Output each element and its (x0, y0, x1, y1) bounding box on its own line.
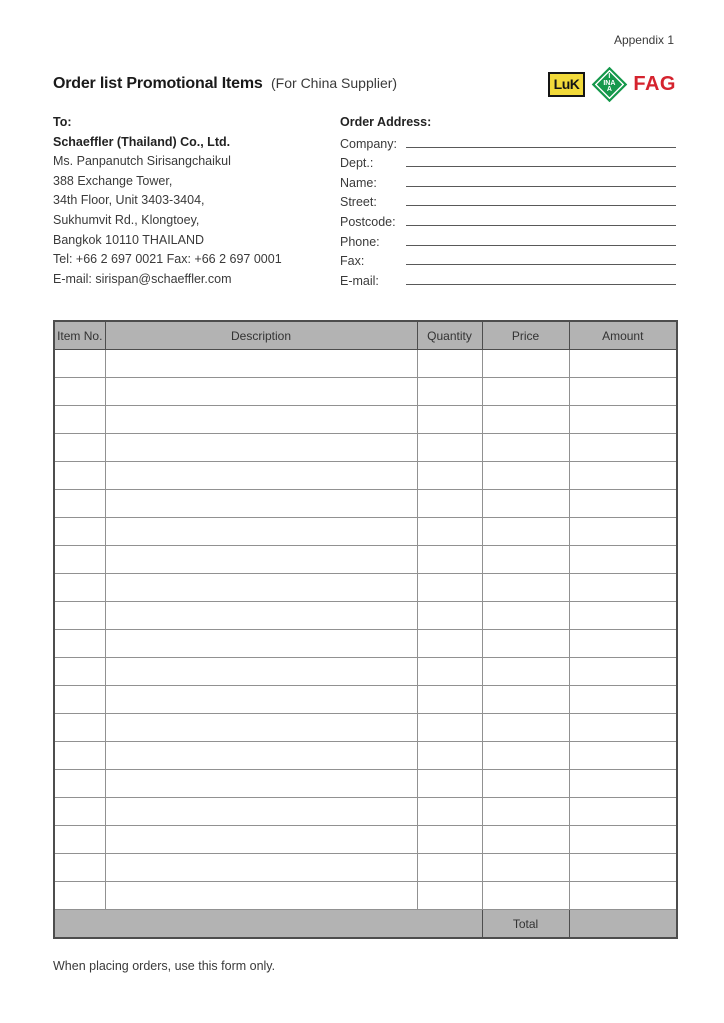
order-address-field-fax (340, 250, 676, 270)
ina-text-bottom: A (606, 86, 612, 94)
table-cell (482, 601, 569, 629)
table-cell (482, 433, 569, 461)
address-section (53, 113, 676, 289)
table-cell (105, 377, 417, 405)
table-row (54, 685, 677, 713)
table-cell (105, 405, 417, 433)
table-cell (105, 713, 417, 741)
table-cell (482, 769, 569, 797)
order-address-field-phone (340, 231, 676, 251)
table-cell (417, 405, 482, 433)
table-cell (482, 545, 569, 573)
table-cell (417, 461, 482, 489)
table-cell (54, 405, 105, 433)
order-address-field-company (340, 133, 676, 153)
table-cell (54, 489, 105, 517)
table-cell (482, 349, 569, 377)
table-cell (417, 853, 482, 881)
table-cell (482, 573, 569, 601)
order-address-field-email (340, 270, 676, 290)
table-cell (54, 685, 105, 713)
recipient-address-line: Sukhumvit Rd., Klongtoey, (53, 212, 200, 227)
table-cell (482, 881, 569, 909)
table-cell (54, 377, 105, 405)
table-cell (54, 881, 105, 909)
appendix-label: Appendix 1 (613, 33, 674, 47)
table-cell (482, 489, 569, 517)
table-row (54, 573, 677, 601)
page-subtitle: (For China Supplier) (271, 75, 398, 91)
email-field-label: E-mail: (340, 273, 379, 288)
table-cell (105, 629, 417, 657)
table-row (54, 825, 677, 853)
table-cell (105, 545, 417, 573)
table-cell (54, 433, 105, 461)
table-cell (569, 573, 677, 601)
table-row (54, 769, 677, 797)
table-cell (54, 657, 105, 685)
table-cell (482, 685, 569, 713)
table-cell (54, 601, 105, 629)
order-address-block (340, 113, 676, 289)
recipient-address-line: 34th Floor, Unit 3403-3404, (53, 193, 205, 208)
table-cell (569, 629, 677, 657)
table-row (54, 433, 677, 461)
column-header-item-no: Item No. (54, 321, 105, 349)
table-cell (417, 601, 482, 629)
phone-blank-line (406, 231, 676, 246)
email-blank-line (406, 270, 676, 285)
table-cell (417, 349, 482, 377)
title-row (53, 65, 676, 103)
order-address-field-name (340, 172, 676, 192)
brand-logos (548, 66, 676, 102)
table-cell (105, 685, 417, 713)
table-cell (417, 657, 482, 685)
table-cell (105, 517, 417, 545)
luk-logo: LuK (548, 72, 586, 97)
table-cell (54, 573, 105, 601)
name-blank-line (406, 172, 676, 187)
table-cell (417, 489, 482, 517)
ina-logo (591, 66, 627, 102)
table-cell (105, 797, 417, 825)
table-row (54, 405, 677, 433)
table-cell (417, 825, 482, 853)
table-cell (569, 657, 677, 685)
table-row (54, 881, 677, 909)
table-cell (569, 797, 677, 825)
table-cell (105, 853, 417, 881)
company-blank-line (406, 133, 676, 148)
table-cell (482, 853, 569, 881)
table-row (54, 545, 677, 573)
table-cell (569, 517, 677, 545)
table-cell (482, 657, 569, 685)
order-table-body (54, 349, 677, 909)
table-cell (105, 769, 417, 797)
table-cell (569, 489, 677, 517)
total-amount-cell (569, 909, 677, 938)
footer-note: When placing orders, use this form only. (53, 959, 276, 974)
table-cell (105, 349, 417, 377)
table-cell (54, 769, 105, 797)
table-row (54, 713, 677, 741)
column-header-quantity: Quantity (417, 321, 482, 349)
table-row (54, 349, 677, 377)
table-cell (417, 713, 482, 741)
order-address-field-street (340, 191, 676, 211)
page-title: Order list Promotional Items (53, 75, 263, 92)
table-cell (105, 741, 417, 769)
table-cell (105, 433, 417, 461)
order-address-heading: Order Address: (340, 115, 432, 129)
fax-field-label: Fax: (340, 254, 365, 269)
table-cell (54, 797, 105, 825)
table-row (54, 601, 677, 629)
table-cell (569, 461, 677, 489)
table-cell (417, 545, 482, 573)
table-row (54, 629, 677, 657)
total-row (54, 909, 677, 938)
table-cell (417, 573, 482, 601)
table-row (54, 797, 677, 825)
table-cell (569, 881, 677, 909)
table-cell (482, 629, 569, 657)
table-cell (105, 601, 417, 629)
ina-logo-text (591, 66, 627, 102)
table-cell (569, 741, 677, 769)
table-cell (54, 629, 105, 657)
ina-text-middle: INA (603, 79, 616, 87)
table-cell (569, 377, 677, 405)
table-cell (482, 377, 569, 405)
dept-field-label: Dept.: (340, 156, 374, 171)
postcode-field-label: Postcode: (340, 214, 396, 229)
table-header-row (54, 321, 677, 349)
postcode-blank-line (406, 211, 676, 226)
table-cell (569, 433, 677, 461)
table-cell (482, 797, 569, 825)
table-row (54, 489, 677, 517)
order-address-field-postcode (340, 211, 676, 231)
table-cell (482, 461, 569, 489)
table-cell (417, 741, 482, 769)
column-header-description: Description (105, 321, 417, 349)
table-cell (569, 545, 677, 573)
name-field-label: Name: (340, 175, 377, 190)
column-header-amount: Amount (569, 321, 677, 349)
ina-text-top: I (608, 73, 611, 81)
table-cell (569, 769, 677, 797)
table-cell (105, 461, 417, 489)
table-cell (482, 825, 569, 853)
street-blank-line (406, 191, 676, 206)
table-cell (105, 573, 417, 601)
phone-field-label: Phone: (340, 234, 380, 249)
order-address-field-dept (340, 152, 676, 172)
fag-logo: FAG (633, 73, 676, 95)
total-spacer-cell (54, 909, 482, 938)
table-cell (569, 405, 677, 433)
table-cell (569, 685, 677, 713)
order-items-table (53, 320, 678, 939)
table-cell (569, 825, 677, 853)
table-cell (54, 825, 105, 853)
recipient-heading: To: (53, 115, 72, 129)
table-cell (569, 713, 677, 741)
table-row (54, 657, 677, 685)
table-cell (482, 713, 569, 741)
table-cell (569, 853, 677, 881)
table-cell (417, 629, 482, 657)
table-cell (54, 713, 105, 741)
table-cell (417, 797, 482, 825)
table-row (54, 517, 677, 545)
table-cell (417, 881, 482, 909)
recipient-phone-fax: Tel: +66 2 697 0021 Fax: +66 2 697 0001 (53, 252, 282, 267)
table-cell (417, 377, 482, 405)
table-cell (417, 433, 482, 461)
table-cell (417, 769, 482, 797)
table-cell (417, 685, 482, 713)
street-field-label: Street: (340, 195, 377, 210)
table-row (54, 853, 677, 881)
table-cell (482, 405, 569, 433)
table-cell (105, 881, 417, 909)
recipient-contact-name: Ms. Panpanutch Sirisangchaikul (53, 154, 231, 169)
fax-blank-line (406, 250, 676, 265)
table-cell (105, 657, 417, 685)
table-row (54, 377, 677, 405)
recipient-email: E-mail: sirispan@schaeffler.com (53, 271, 232, 286)
recipient-company: Schaeffler (Thailand) Co., Ltd. (53, 134, 231, 149)
title-group (53, 75, 397, 93)
table-cell (54, 461, 105, 489)
table-cell (54, 545, 105, 573)
table-cell (54, 853, 105, 881)
table-cell (417, 517, 482, 545)
recipient-address-line: 388 Exchange Tower, (53, 173, 173, 188)
recipient-address-line: Bangkok 10110 THAILAND (53, 232, 205, 247)
recipient-block (53, 113, 340, 289)
table-cell (54, 349, 105, 377)
table-cell (105, 489, 417, 517)
total-label-cell: Total (482, 909, 569, 938)
table-row (54, 461, 677, 489)
table-cell (482, 517, 569, 545)
table-cell (482, 741, 569, 769)
table-cell (105, 825, 417, 853)
table-cell (569, 601, 677, 629)
table-row (54, 741, 677, 769)
column-header-price: Price (482, 321, 569, 349)
dept-blank-line (406, 152, 676, 167)
table-cell (569, 349, 677, 377)
table-cell (54, 741, 105, 769)
company-field-label: Company: (340, 136, 397, 151)
table-cell (54, 517, 105, 545)
